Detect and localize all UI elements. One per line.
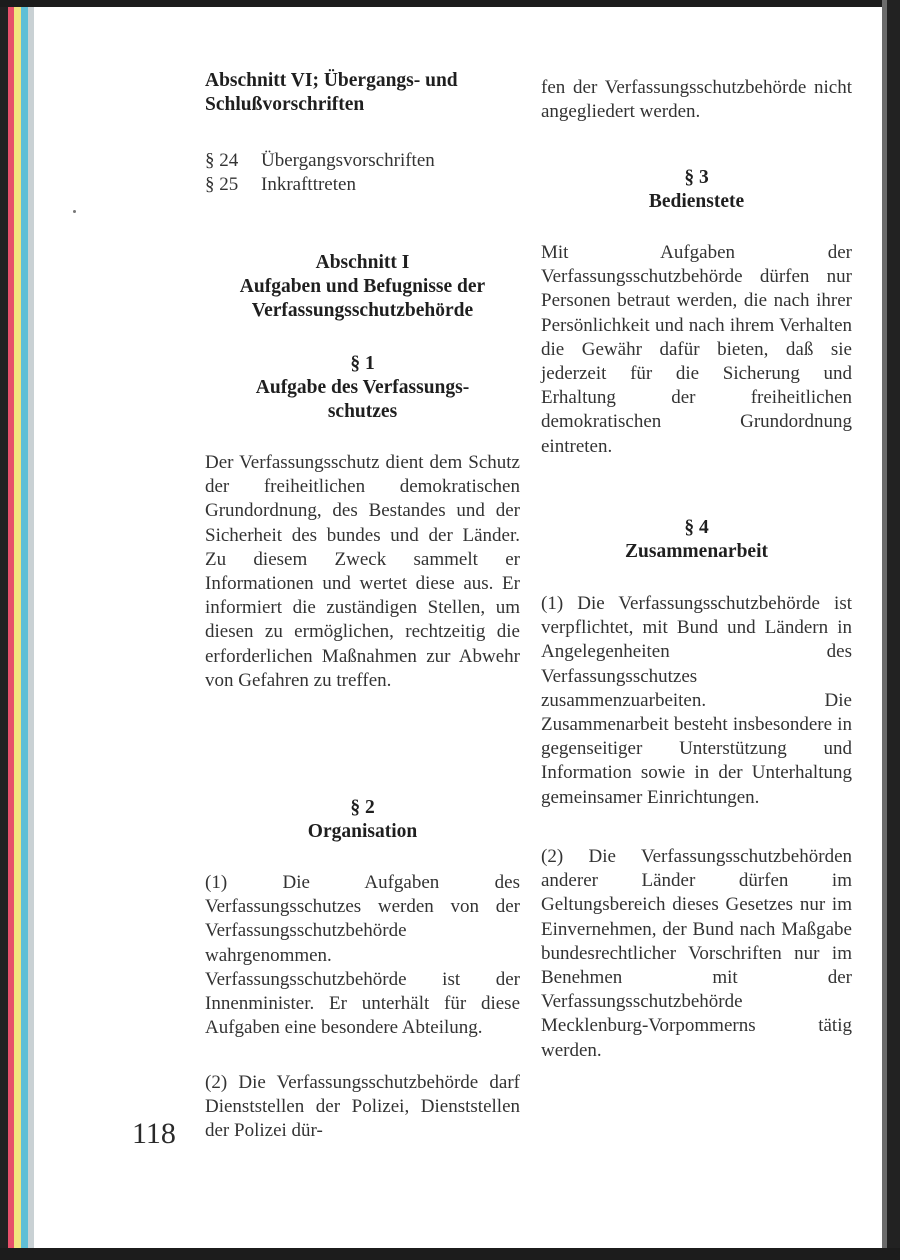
paragraph-3-title: Bedienstete (648, 191, 745, 212)
stripe-cyan (21, 7, 28, 1248)
scan-border-right (887, 0, 900, 1260)
toc-entry-number: § 24 (205, 150, 239, 171)
paragraph-3-number: § 3 (684, 167, 709, 188)
toc-list (205, 149, 520, 197)
paragraph-2-text-2: (2) Die Verfassungsschutzbehörde darf Dienststellen der Polizei, Dienststellen der Polizei dür- (205, 1072, 520, 1142)
section-heading (205, 251, 520, 323)
toc-entry (205, 173, 520, 197)
stripe-gray (28, 7, 34, 1248)
paragraph-1-number: § 1 (350, 353, 375, 374)
stripe-yellow (14, 7, 21, 1248)
paragraph-2-heading (205, 796, 520, 844)
paragraph-1-heading (205, 352, 520, 424)
paragraph-3-text: Mit Aufgaben der Verfassungsschutzbehörde dürfen nur Personen betraut werden, die nach ihrer Persönlichkeit und nach ihrem Verhalten die Gewähr dafür bieten, daß sie jederzeit für die Sicherung und Erhaltung der freiheitlichen demokratischen Grundordnung eintreten. (541, 242, 852, 457)
toc-entry (205, 149, 520, 173)
toc-heading-line2: Schlußvorschriften (205, 94, 365, 115)
toc-heading-line1: Abschnitt VI; Übergangs- und (205, 70, 458, 91)
section-heading-line3: Verfassungsschutzbehörde (251, 300, 474, 321)
scan-border-top (0, 0, 900, 7)
paragraph-1-title-line2: schutzes (327, 401, 398, 422)
continued-text: fen der Verfassungsschutzbehörde nicht angegliedert werden. (541, 77, 852, 123)
color-edge-stripes (0, 7, 34, 1248)
paragraph-4-title: Zusammenarbeit (625, 541, 768, 562)
paragraph-1-title-line1: Aufgabe des Verfassungs- (255, 377, 470, 398)
toc-heading (205, 69, 520, 117)
section-heading-line2: Aufgaben und Befugnisse der (239, 276, 486, 297)
toc-entry-title: Übergangsvorschriften (261, 150, 435, 171)
paragraph-4-text-1: (1) Die Verfassungsschutzbehörde ist verpflichtet, mit Bund und Ländern in Angelegenheiten des Verfassungsschutzes zusammenzuarbeiten. Die Zusammenarbeit besteht insbesondere in gegenseitiger Unterstützung und Information sowie in der Unterhaltung gemeinsamer Einrichtungen. (541, 593, 852, 808)
page-number: 118 (132, 1117, 176, 1150)
paragraph-2-number: § 2 (350, 797, 375, 818)
stripe-dark (0, 7, 8, 1248)
toc-entry-title: Inkrafttreten (261, 174, 356, 195)
paragraph-4-heading (541, 516, 852, 564)
scan-border-bottom (0, 1248, 900, 1260)
scan-speck (73, 210, 76, 213)
paragraph-4-number: § 4 (684, 517, 709, 538)
paragraph-3-heading (541, 166, 852, 214)
paragraph-2-text-1: (1) Die Aufgaben des Verfassungsschutzes werden von der Verfassungsschutzbehörde wahrgenommen. Verfassungsschutzbehörde ist der Innenminister. Er unterhält für diese Aufgaben eine besondere Abteilung. (205, 872, 520, 1039)
paragraph-2-title: Organisation (307, 821, 418, 842)
section-heading-line1: Abschnitt I (315, 252, 410, 273)
paragraph-1-text: Der Verfassungsschutz dient dem Schutz der freiheitlichen demokratischen Grundordnung, des Bestandes und der Sicherheit des bundes und der Länder. Zu diesem Zweck sammelt er Informationen und wertet diese aus. Er informiert die zuständigen Stellen, um diesen zu ermöglichen, rechtzeitig die erforderlichen Maßnahmen zur Abwehr von Gefahren zu treffen. (205, 452, 520, 691)
paragraph-4-text-2: (2) Die Verfassungsschutzbehörden anderer Länder dürfen im Geltungsbereich dieses Gesetzes nur im Einvernehmen, der Bund nach Maßgabe bundesrechtlicher Vorschriften nur im Benehmen mit der Verfassungsschutzbehörde Mecklenburg-Vorpommerns tätig werden. (541, 846, 852, 1061)
toc-entry-number: § 25 (205, 174, 239, 195)
